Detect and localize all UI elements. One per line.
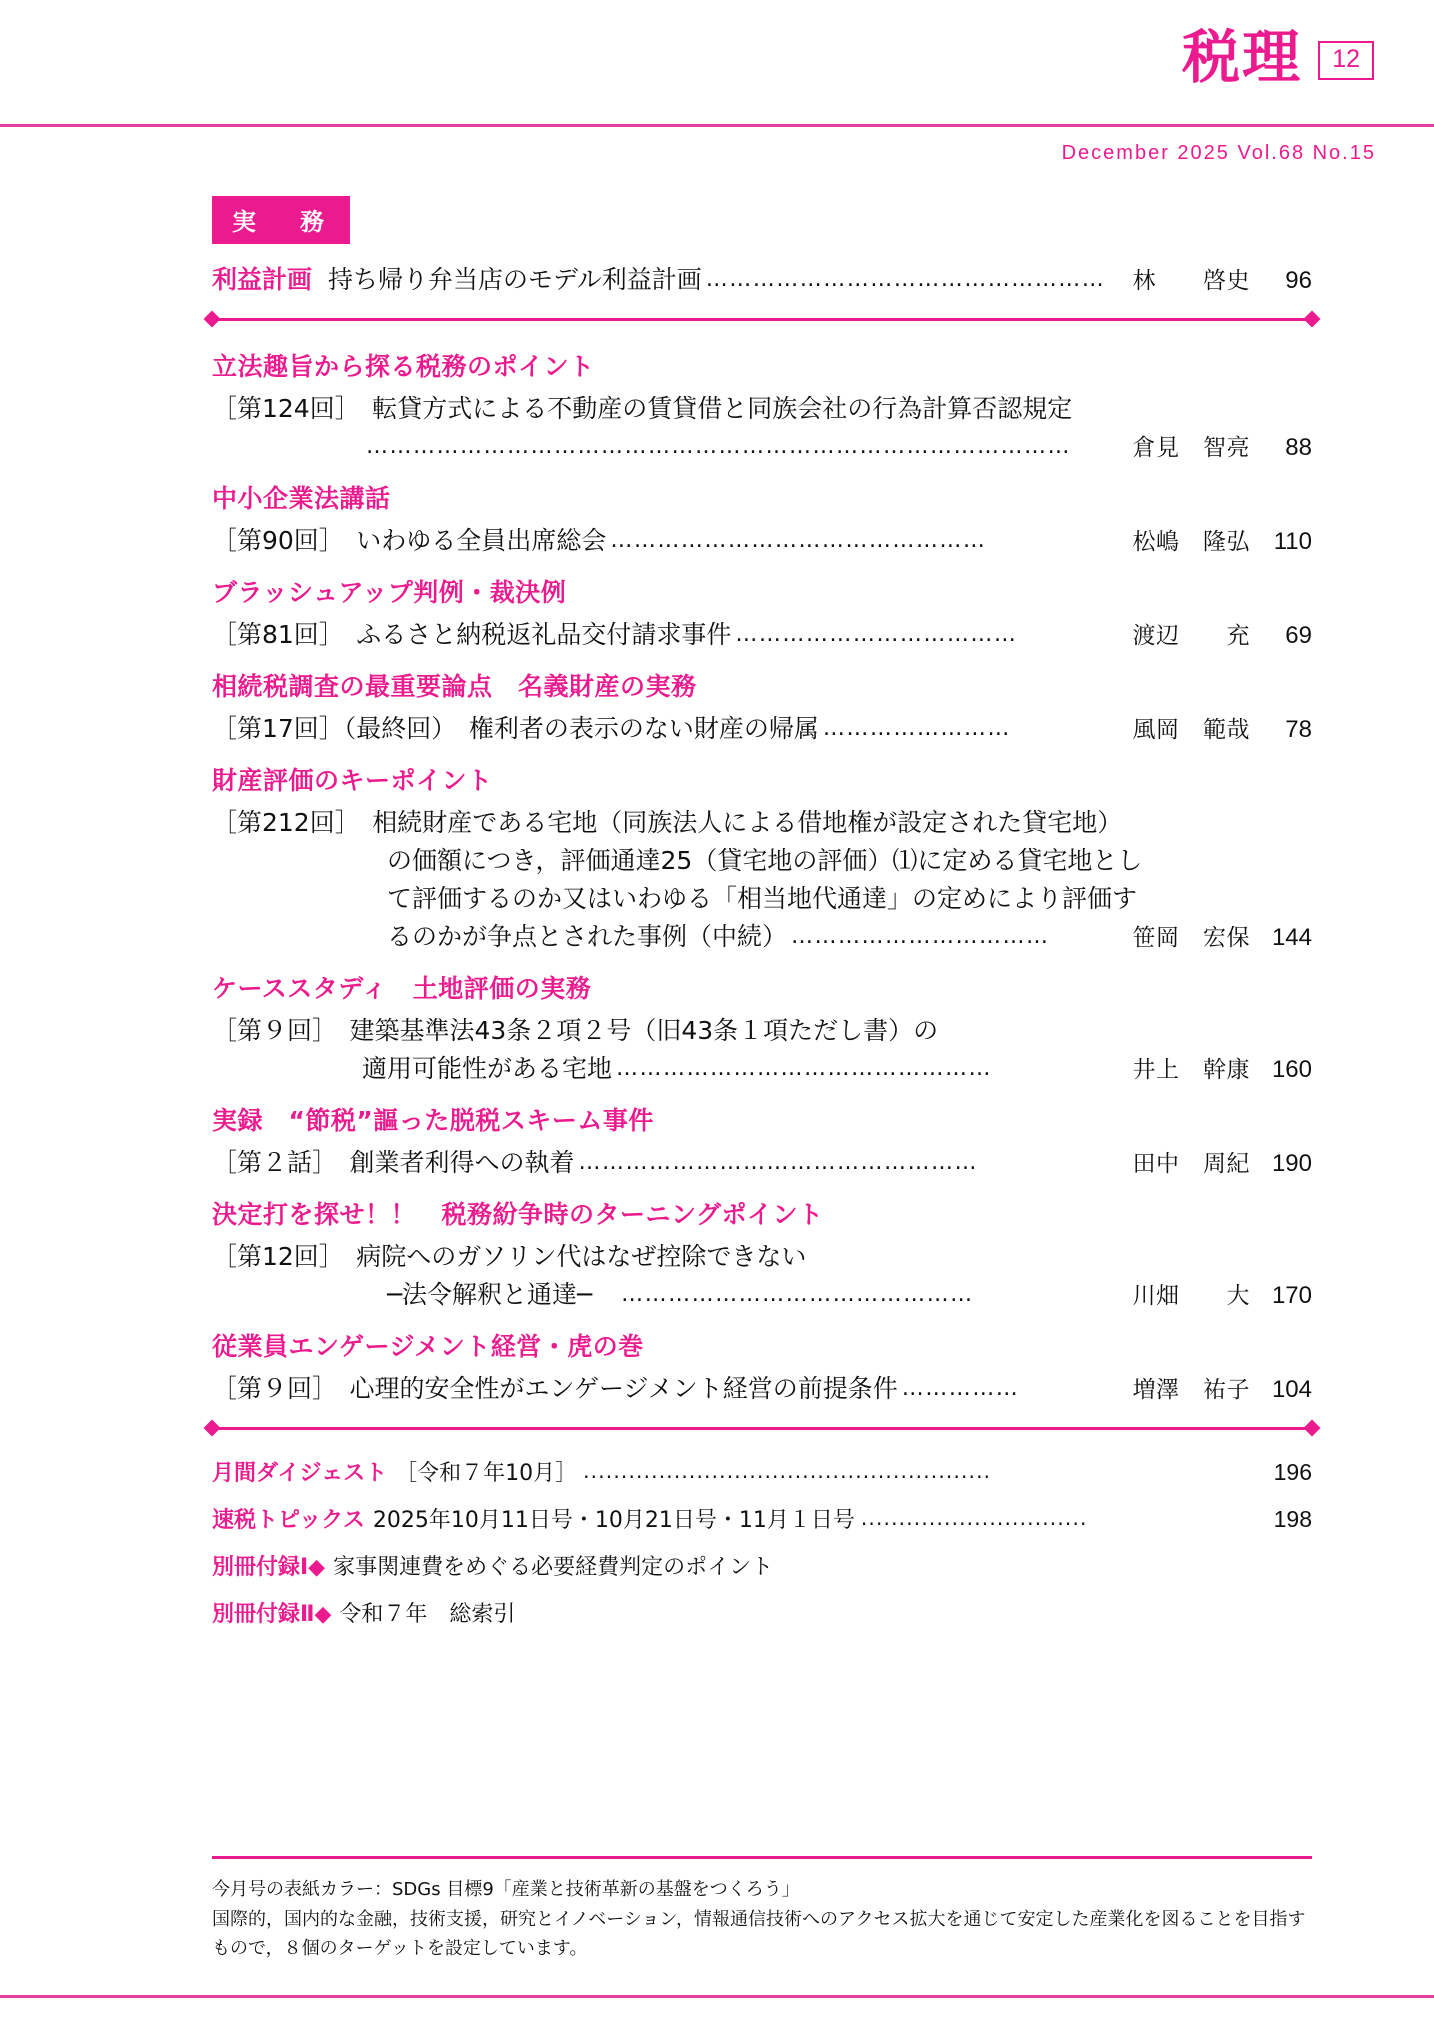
entry-page: 78 [1285,716,1312,743]
back-matter-label: 速税トピックス [212,1508,365,1533]
back-matter-text: 2025年10月11日号・10月21日号・11月１日号 [372,1508,855,1533]
featured-author: 林 啓史 [1132,268,1250,294]
featured-title: 持ち帰り弁当店のモデル利益計画 [328,265,702,294]
back-matter-item[interactable] [212,1597,1312,1628]
entry-author: 松嶋 隆弘 [1132,529,1250,555]
back-matter-text: 令和７年 総索引 [339,1602,516,1627]
entry-head: 従業員エンゲージメント経営・虎の巻 [212,1332,644,1361]
entry-head: 決定打を探せ！！ 税務紛争時のターニングポイント [212,1200,824,1229]
entry-author: 川畑 大 [1132,1283,1250,1309]
entry-author: 笹岡 宏保 [1132,925,1250,951]
entry-head: 実録 “節税”謳った脱税スキーム事件 [212,1106,654,1135]
entry-page: 69 [1285,622,1312,649]
toc-content [212,196,1312,1644]
entry-page: 160 [1271,1056,1312,1083]
entry-line: ［第12回］ 病院へのガソリン代はなぜ控除できない [212,1242,807,1271]
featured-head: 利益計画 [212,265,313,294]
entry-page: 170 [1271,1282,1312,1309]
toc-entry-featured[interactable] [212,260,1312,296]
entry-author: 風岡 範哉 [1132,717,1250,743]
masthead [1182,23,1374,91]
entry-author: 田中 周紀 [1132,1151,1250,1177]
leader-dots: ...................................................... [583,1459,992,1483]
toc-entry-0[interactable] [212,347,1312,463]
page-footer [212,1856,1312,1964]
toc-entry-7[interactable] [212,1195,1312,1311]
entry-line: ［第81回］ ふるさと納税返礼品交付請求事件 [212,620,732,649]
page-header [0,0,1434,164]
footer-note-line-1: 今月号の表紙カラー：SDGs 目標9「産業と技術革新の基盤をつくろう」 [212,1878,800,1900]
entry-line: ［第17回］（最終回） 権利者の表示のない財産の帰属 [212,714,819,743]
toc-entry-4[interactable] [212,761,1312,953]
back-matter-item[interactable] [212,1550,1312,1581]
toc-entry-3[interactable] [212,667,1312,745]
back-matter-list [212,1456,1312,1628]
toc-entry-1[interactable] [212,479,1312,557]
entry-line: の価額につき，評価通達25（貸宅地の評価）⑴に定める貸宅地とし [212,846,1143,875]
entry-head: ブラッシュアップ判例・裁決例 [212,578,567,607]
entry-page: 88 [1285,434,1312,461]
issue-number-badge: 12 [1318,41,1374,80]
entry-line: 適用可能性がある宅地 [212,1054,613,1083]
footer-note-line-3: もので，８個のターゲットを設定しています。 [212,1938,588,1960]
toc-entry-8[interactable] [212,1327,1312,1405]
leader-dots: …………………… [822,716,1011,741]
header-divider [0,124,1434,127]
bottom-border [0,1995,1434,1998]
entry-author: 渡辺 充 [1132,623,1250,649]
entry-head: 相続税調査の最重要論点 名義財産の実務 [212,672,697,701]
toc-entry-5[interactable] [212,969,1312,1085]
entry-head: ケーススタディ 土地評価の実務 [212,974,592,1003]
back-matter-label: 月間ダイジェスト [212,1461,388,1486]
toc-entry-2[interactable] [212,573,1312,651]
entry-head: 中小企業法講話 [212,484,391,513]
decorative-divider-1 [212,318,1312,321]
leader-dots: ……………………………………… [621,1282,974,1307]
entry-line: ─法令解釈と通達─ [212,1280,618,1309]
entry-line [212,427,362,463]
leader-dots: …………………………………………… [705,267,1106,292]
entry-page: 190 [1271,1150,1312,1177]
entry-line: て評価するのか又はいわゆる「相当地代通達」の定めにより評価す [212,884,1138,913]
entry-page: 144 [1271,924,1312,951]
leader-dots: …………… [901,1376,1020,1401]
entry-line: ［第９回］ 心理的安全性がエンゲージメント経営の前提条件 [212,1374,898,1403]
entry-head: 立法趣旨から探る税務のポイント [212,352,595,381]
entry-line: ［第９回］ 建築基準法43条２項２号（旧43条１項ただし書）の [212,1016,939,1045]
leader-dots: ……………………………… [735,622,1018,647]
entry-line: ［第２話］ 創業者利得への執着 [212,1148,575,1177]
back-matter-label: 別冊付録Ⅱ◆ [212,1602,332,1627]
back-matter-page: 196 [1273,1459,1312,1485]
leader-dots: .............................. [860,1506,1088,1530]
back-matter-label: 別冊付録Ⅰ◆ [212,1555,326,1580]
leader-dots: ……………………………………………………………………………… [366,434,1072,459]
leader-dots: …………………………… [791,924,1050,949]
entry-page: 104 [1271,1376,1312,1403]
back-matter-item[interactable] [212,1456,1312,1487]
toc-entry-6[interactable] [212,1101,1312,1179]
entry-line: ［第212回］ 相続財産である宅地（同族法人による借地権が設定された貸宅地） [212,808,1123,837]
section-tag-practice: 実 務 [212,196,350,244]
back-matter-page: 198 [1273,1506,1312,1532]
footer-note-line-2: 国際的，国内的な金融，技術支援，研究とイノベーション，情報通信技術へのアクセス拡大を通じて安定した産業化を図ることを目指す [212,1908,1306,1930]
entry-line: ［第124回］ 転貸方式による不動産の賃貸借と同族会社の行為計算否認規定 [212,394,1073,423]
entry-head: 財産評価のキーポイント [212,766,493,795]
entry-author: 井上 幹康 [1132,1057,1250,1083]
back-matter-item[interactable] [212,1503,1312,1534]
leader-dots: ………………………………………… [610,528,987,553]
magazine-title: 税理 [1182,23,1303,91]
leader-dots: …………………………………………… [578,1150,979,1175]
featured-page: 96 [1285,267,1312,294]
back-matter-text: ［令和７年10月］ [395,1461,578,1486]
footer-divider [212,1856,1312,1859]
back-matter-text: 家事関連費をめぐる必要経費判定のポイント [333,1555,774,1580]
entry-page: 110 [1273,528,1312,555]
leader-dots: ………………………………………… [616,1056,993,1081]
entry-author: 倉見 智亮 [1132,435,1250,461]
entry-author: 増澤 祐子 [1132,1377,1250,1403]
decorative-divider-2 [212,1427,1312,1430]
issue-date-line: December 2025 Vol.68 No.15 [1061,142,1376,164]
entry-line: ［第90回］ いわゆる全員出席総会 [212,526,607,555]
entry-line: るのかが争点とされた事例（中続） [212,922,788,951]
